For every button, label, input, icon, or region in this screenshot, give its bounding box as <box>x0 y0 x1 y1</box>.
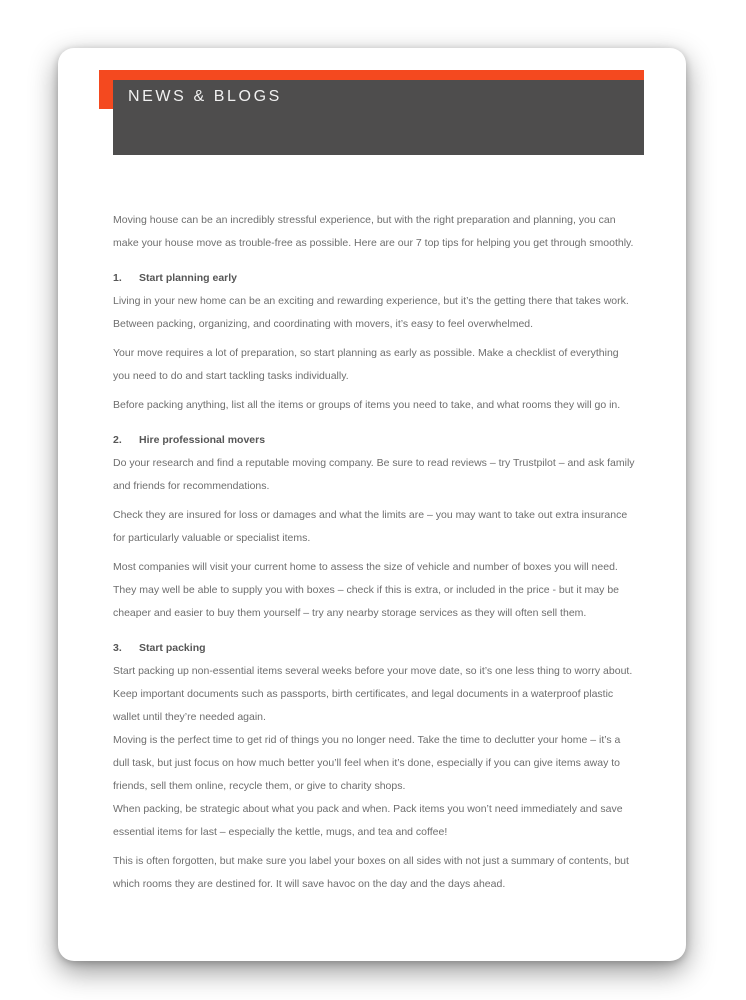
section-title: Hire professional movers <box>139 434 266 446</box>
body-paragraph: This is often forgotten, but make sure you label your boxes on all sides with not just a summary of contents, but which rooms they are destined for. It will save havoc on the day and the days ahead. <box>113 855 629 890</box>
body-paragraph: When packing, be strategic about what you pack and when. Pack items you won’t need immediately and save essential items for last – especially the kettle, mugs, and tea and coffee! <box>113 803 623 838</box>
section-heading <box>113 429 637 452</box>
body-paragraph: Start packing up non-essential items several weeks before your move date, so it’s one less thing to worry about. Keep important documents such as passports, birth certificates, and legal documents in a waterproof plastic wallet until they’re needed again. <box>113 665 633 723</box>
section-number: 1. <box>113 272 122 284</box>
section-title: Start packing <box>139 642 206 654</box>
body-paragraph: Living in your new home can be an exciting and rewarding experience, but it’s the getting there that takes work. Between packing, organizing, and coordinating with movers, it’s easy to feel overwhelmed. <box>113 295 629 330</box>
section-heading <box>113 267 637 290</box>
article-body <box>113 209 637 896</box>
body-paragraph: Moving is the perfect time to get rid of things you no longer need. Take the time to declutter your home – it’s a dull task, but just focus on how much better you’ll feel when it’s done, especially if you can give items away to friends, sell them online, recycle them, or give to charity shops. <box>113 734 621 792</box>
section <box>113 429 637 625</box>
document-page <box>58 48 686 961</box>
section-title: Start planning early <box>139 272 238 284</box>
body-paragraph: Most companies will visit your current home to assess the size of vehicle and number of boxes you will need. They may well be able to supply you with boxes – check if this is extra, or included in the price - but it may be cheaper and easier to buy them yourself – try any nearby storage services as they will often sell them. <box>113 561 619 619</box>
article-sections <box>113 267 637 896</box>
body-paragraph: Your move requires a lot of preparation, so start planning as early as possible. Make a checklist of everything you need to do and start tackling tasks individually. <box>113 347 619 382</box>
intro-paragraph: Moving house can be an incredibly stressful experience, but with the right preparation and planning, you can make your house move as trouble-free as possible. Here are our 7 top tips for helping you get through smoothly. <box>113 214 634 249</box>
body-paragraph: Check they are insured for loss or damages and what the limits are – you may want to take out extra insurance for particularly valuable or specialist items. <box>113 509 628 544</box>
body-paragraph: Do your research and find a reputable moving company. Be sure to read reviews – try Trustpilot – and ask family and friends for recommendations. <box>113 457 635 492</box>
section <box>113 637 637 896</box>
section <box>113 267 637 417</box>
body-paragraph: Before packing anything, list all the items or groups of items you need to take, and what rooms they will go in. <box>113 399 621 411</box>
page-banner <box>113 80 644 155</box>
section-number: 2. <box>113 434 122 446</box>
section-heading <box>113 637 637 660</box>
page-title: NEWS & BLOGS <box>128 88 282 105</box>
section-number: 3. <box>113 642 122 654</box>
